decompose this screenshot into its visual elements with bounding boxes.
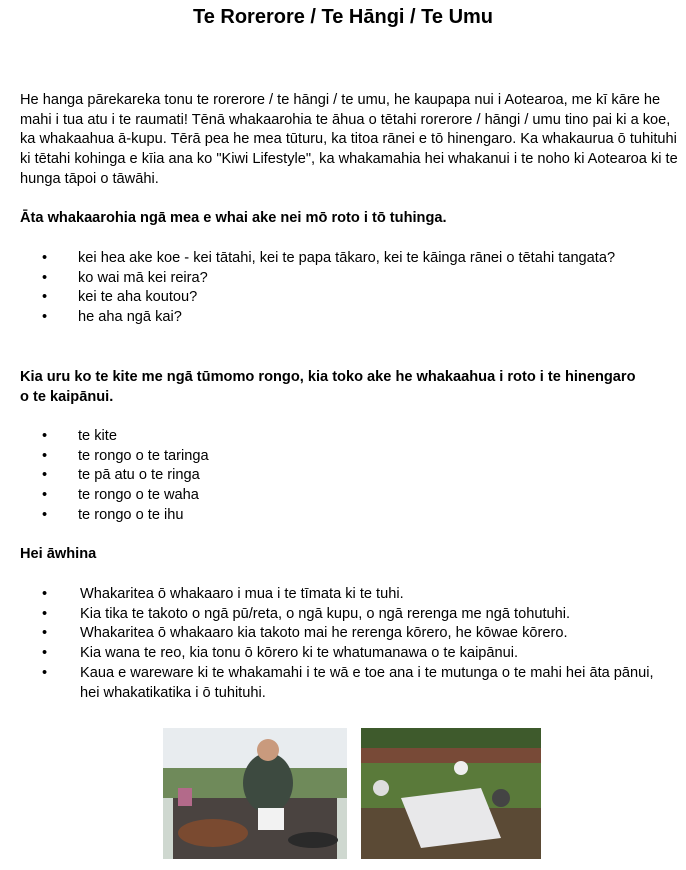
bullet-icon: •: [42, 250, 48, 266]
list-item: [42, 585, 665, 605]
bullet-icon: •: [42, 586, 48, 602]
list-item-text: Kia tika te takoto o ngā pū/reta, o ngā kupu, o ngā rerenga me ngā tohutuhi.: [80, 605, 571, 622]
bullet-icon: •: [42, 428, 48, 444]
section3-list: [42, 585, 665, 703]
list-item-text: te rongo o te taringa: [78, 447, 209, 464]
list-item-text: Kia wana te reo, kia tonu ō kōrero ki te whatumanawa o te kaipānui.: [80, 645, 519, 662]
bullet-icon: •: [42, 645, 48, 662]
list-item-text: Whakaritea ō whakaaro kia takoto mai he rerenga kōrero, he kōwae kōrero.: [80, 625, 568, 642]
list-item: [42, 486, 638, 506]
barbecue-photo: [163, 728, 347, 859]
list-item-text: Whakaritea ō whakaaro i mua i te tīmata ki te tuhi.: [80, 586, 404, 602]
intro-paragraph: He hanga pārekareka tonu te rorerore / te hāngi / te umu, he kaupapa nui i Aotearoa, me kī kāre he mahi i tua atu i te raumati! Tēnā whakaarohia te āhua o tētahi rorerore / hāngi / umu tino pai ki a koe, ka whakaahua ā-kupu. Tērā pea he mea tūturu, ka titoa rānei e tō hinengaro. Ka whakaurua ō tuhituhi ki tētahi kohinga e kīia ana ko "Kiwi Lifestyle", ka whakamahia hei whakanui i te noho ki Aotearoa ki te hunga tāpoi o tāwāhi.: [20, 92, 678, 187]
section2-list: [42, 427, 638, 526]
list-item: [42, 427, 638, 447]
hangi-photo: [361, 728, 541, 859]
list-item-text: ko wai mā kei reira?: [78, 269, 208, 286]
list-item-text: kei te aha koutou?: [78, 289, 198, 306]
bullet-icon: •: [42, 269, 48, 286]
list-item: [42, 644, 665, 664]
list-item-text: te rongo o te ihu: [78, 506, 184, 523]
list-item-text: he aha ngā kai?: [78, 309, 182, 326]
list-item: [42, 308, 638, 328]
list-item: [42, 288, 638, 308]
list-item-text: te pā atu o te ringa: [78, 467, 200, 484]
section3-heading: Hei āwhina: [20, 546, 97, 562]
list-item-text: kei hea ake koe - kei tātahi, kei te papa tākaro, kei te kāinga rānei o tētahi tangata?: [78, 250, 616, 266]
bullet-icon: •: [42, 447, 48, 464]
list-item: [42, 447, 638, 467]
list-item: [42, 269, 638, 289]
list-item-text: te rongo o te waha: [78, 487, 199, 504]
list-item: [42, 506, 638, 526]
list-item: [42, 466, 638, 486]
list-item: [42, 664, 665, 703]
section1-list: [42, 249, 638, 328]
list-item: [42, 249, 638, 269]
section2-heading: Kia uru ko te kite me ngā tūmomo rongo, kia toko ake he whakaahua i roto i te hinengaro o te kaipānui.: [20, 369, 636, 405]
bullet-icon: •: [42, 289, 48, 306]
bullet-icon: •: [42, 309, 48, 326]
list-item-text: te kite: [78, 428, 117, 444]
bullet-icon: •: [42, 625, 48, 642]
bullet-icon: •: [42, 664, 48, 681]
bullet-icon: •: [42, 506, 48, 523]
list-item-text: Kaua e wareware ki te whakamahi i te wā e toe ana i te mutunga o te mahi hei āta pānui, hei whakatikatika i ō tuhituhi.: [80, 664, 654, 701]
bullet-icon: •: [42, 467, 48, 484]
bullet-icon: •: [42, 605, 48, 622]
list-item: [42, 605, 665, 625]
bullet-icon: •: [42, 487, 48, 504]
section1-heading: Āta whakaarohia ngā mea e whai ake nei mō roto i tō tuhinga.: [20, 210, 447, 226]
list-item: [42, 624, 665, 644]
page-title: Te Rorerore / Te Hāngi / Te Umu: [192, 6, 494, 28]
